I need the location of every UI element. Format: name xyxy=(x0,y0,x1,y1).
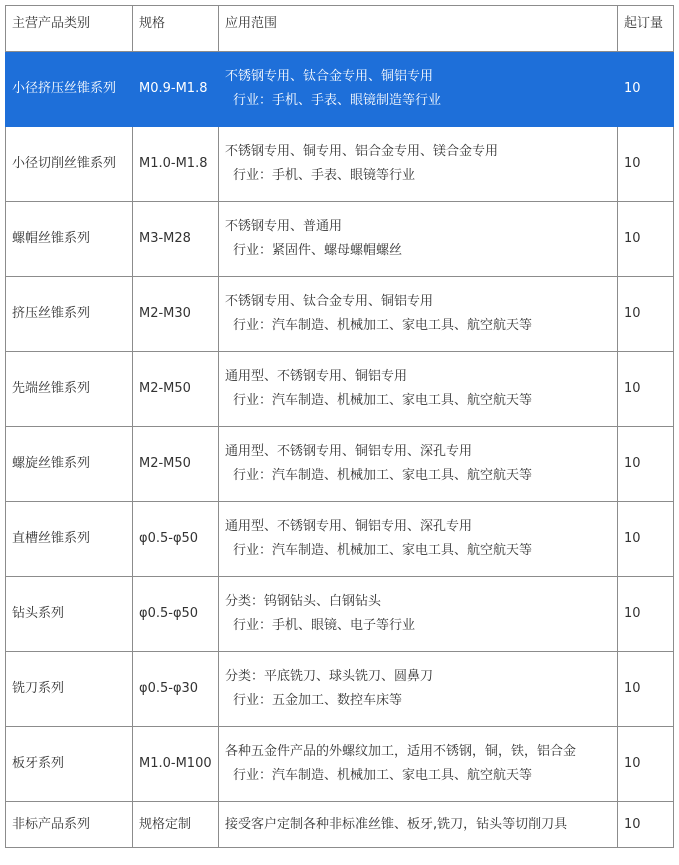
cell-moq: 10 xyxy=(618,52,674,127)
application-line-1: 不锈钢专用、钛合金专用、铜铝专用 xyxy=(225,294,434,309)
application-line-2: 行业：汽车制造、机械加工、家电工具、航空航天等 xyxy=(233,543,533,558)
product-table-container xyxy=(5,5,674,848)
cell-category: 非标产品系列 xyxy=(6,802,133,848)
cell-application xyxy=(219,202,618,277)
cell-application xyxy=(219,127,618,202)
header-moq: 起订量 xyxy=(618,6,674,52)
cell-category: 螺帽丝锥系列 xyxy=(6,202,133,277)
cell-application xyxy=(219,502,618,577)
application-line-2: 行业：手机、手表、眼镜制造等行业 xyxy=(233,93,442,108)
application-line-1: 通用型、不锈钢专用、铜铝专用、深孔专用 xyxy=(225,444,473,459)
table-row[interactable] xyxy=(6,577,674,652)
application-line-2: 行业：汽车制造、机械加工、家电工具、航空航天等 xyxy=(233,393,533,408)
cell-moq: 10 xyxy=(618,727,674,802)
cell-application xyxy=(219,277,618,352)
application-line-2: 行业：汽车制造、机械加工、家电工具、航空航天等 xyxy=(233,768,533,783)
application-line-1: 分类：钨钢钻头、白钢钻头 xyxy=(225,594,382,609)
application-line-1: 不锈钢专用、普通用 xyxy=(225,219,343,234)
table-row[interactable] xyxy=(6,127,674,202)
table-row[interactable] xyxy=(6,727,674,802)
cell-moq: 10 xyxy=(618,202,674,277)
application-line-2: 行业：汽车制造、机械加工、家电工具、航空航天等 xyxy=(233,318,533,333)
cell-category: 钻头系列 xyxy=(6,577,133,652)
application-line-2: 行业：紧固件、螺母螺帽螺丝 xyxy=(233,243,403,258)
table-row[interactable] xyxy=(6,652,674,727)
application-line-1: 不锈钢专用、铜专用、铝合金专用、镁合金专用 xyxy=(225,144,499,159)
table-row[interactable] xyxy=(6,277,674,352)
cell-application xyxy=(219,652,618,727)
cell-application xyxy=(219,802,618,848)
application-line-2: 行业：手机、手表、眼镜等行业 xyxy=(233,168,416,183)
application-line-2: 行业：汽车制造、机械加工、家电工具、航空航天等 xyxy=(233,468,533,483)
cell-category: 直槽丝锥系列 xyxy=(6,502,133,577)
application-line-2: 行业：五金加工、数控车床等 xyxy=(233,693,403,708)
application-line-1: 分类：平底铣刀、球头铣刀、圆鼻刀 xyxy=(225,669,434,684)
cell-moq: 10 xyxy=(618,427,674,502)
application-line-1: 不锈钢专用、钛合金专用、铜铝专用 xyxy=(225,69,434,84)
table-header-row xyxy=(6,6,674,52)
cell-spec: M1.0-M100 xyxy=(133,727,219,802)
cell-application xyxy=(219,727,618,802)
cell-application xyxy=(219,352,618,427)
table-row[interactable] xyxy=(6,52,674,127)
cell-spec: 规格定制 xyxy=(133,802,219,848)
cell-moq: 10 xyxy=(618,127,674,202)
cell-spec: M2-M30 xyxy=(133,277,219,352)
cell-category: 小径切削丝锥系列 xyxy=(6,127,133,202)
cell-moq: 10 xyxy=(618,577,674,652)
application-line-1: 通用型、不锈钢专用、铜铝专用 xyxy=(225,369,408,384)
cell-spec: M0.9-M1.8 xyxy=(133,52,219,127)
table-row[interactable] xyxy=(6,802,674,848)
cell-spec: M1.0-M1.8 xyxy=(133,127,219,202)
table-row[interactable] xyxy=(6,352,674,427)
header-spec: 规格 xyxy=(133,6,219,52)
cell-spec: φ0.5-φ30 xyxy=(133,652,219,727)
cell-moq: 10 xyxy=(618,352,674,427)
cell-category: 挤压丝锥系列 xyxy=(6,277,133,352)
cell-spec: M3-M28 xyxy=(133,202,219,277)
cell-spec: M2-M50 xyxy=(133,427,219,502)
application-line-1: 各种五金件产品的外螺纹加工，适用不锈钢，铜，铁，铝合金 xyxy=(225,744,577,759)
table-row[interactable] xyxy=(6,427,674,502)
table-row[interactable] xyxy=(6,202,674,277)
cell-spec: φ0.5-φ50 xyxy=(133,502,219,577)
header-category: 主营产品类别 xyxy=(6,6,133,52)
cell-category: 先端丝锥系列 xyxy=(6,352,133,427)
cell-category: 小径挤压丝锥系列 xyxy=(6,52,133,127)
application-line-2: 行业：手机、眼镜、电子等行业 xyxy=(233,618,416,633)
cell-moq: 10 xyxy=(618,277,674,352)
cell-moq: 10 xyxy=(618,502,674,577)
cell-category: 螺旋丝锥系列 xyxy=(6,427,133,502)
cell-category: 铣刀系列 xyxy=(6,652,133,727)
application-line-1: 通用型、不锈钢专用、铜铝专用、深孔专用 xyxy=(225,519,473,534)
product-table xyxy=(5,5,674,848)
cell-application xyxy=(219,577,618,652)
table-row[interactable] xyxy=(6,502,674,577)
cell-application xyxy=(219,52,618,127)
cell-application xyxy=(219,427,618,502)
application-line-1: 接受客户定制各种非标准丝锥、板牙,铣刀，钻头等切削刀具 xyxy=(225,816,568,832)
cell-category: 板牙系列 xyxy=(6,727,133,802)
cell-moq: 10 xyxy=(618,802,674,848)
header-application: 应用范围 xyxy=(219,6,618,52)
cell-spec: M2-M50 xyxy=(133,352,219,427)
cell-moq: 10 xyxy=(618,652,674,727)
cell-spec: φ0.5-φ50 xyxy=(133,577,219,652)
